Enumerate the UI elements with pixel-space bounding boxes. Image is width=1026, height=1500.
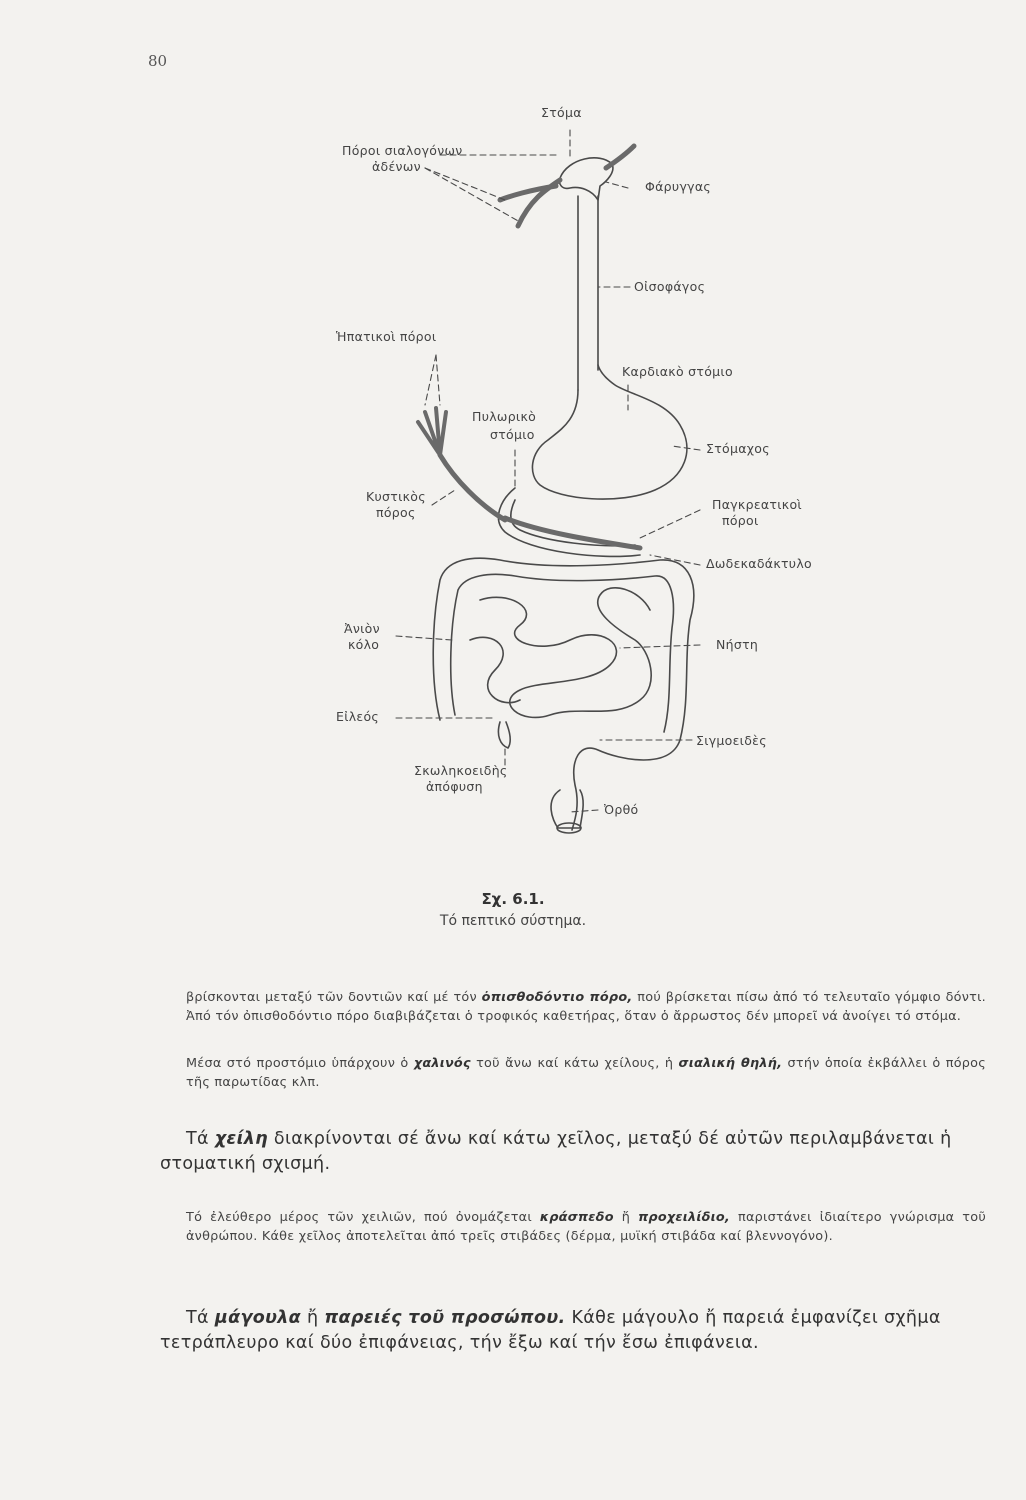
label-cystic-1: Κυστικὸς — [366, 489, 426, 504]
salivary-duct-left-2 — [500, 186, 556, 200]
label-pancreatic-2: πόροι — [722, 513, 759, 528]
label-appendix-2: ἀπόφυση — [426, 779, 483, 794]
esophagus-outline — [578, 196, 598, 390]
label-appendix-1: Σκωληκοειδὴς — [414, 763, 508, 778]
term-vermilion: κράσπεδο — [539, 1210, 614, 1225]
paragraph-1: βρίσκονται μεταξύ τῶν δοντιῶν καί μέ τόν ὀπισθοδόντιο πόρο, πού βρίσκεται πίσω ἀπό τό τελευταῖο γόμφιο δόντι. Ἀπό τόν ὀπισθοδόντιο πόρο διαβιβάζεται ὁ τροφικός καθετήρας, ὅταν ὁ ἄρρωστος δέν μπορεῖ νά ἀνοίγει τό στόμα. — [186, 990, 986, 1024]
term-cheeks: μάγουλα — [214, 1308, 302, 1328]
term-frenulum: χαλινός — [413, 1056, 471, 1071]
hepatic-ducts — [418, 408, 446, 455]
term-salivary-papilla: σιαλική θηλή, — [678, 1056, 783, 1071]
term-posterior-dental-pore: ὀπισθοδόντιο πόρο, — [481, 990, 633, 1005]
paragraph-3: Τό ἐλεύθερο μέρος τῶν χειλιῶν, πού ὀνομάζεται κράσπεδο ἤ προχειλίδιο, παριστάνει ἰδιαίτερο γνώρισμα τοῦ ἀνθρώπου. Κάθε χεῖλος ἀποτελεῖται ἀπό τρεῖς στιβάδες (δέρμα, μυϊκή στιβάδα καί βλεννογόνο). — [186, 1210, 986, 1244]
label-cystic-2: πόρος — [376, 505, 416, 520]
label-cardiac-orifice: Καρδιακὸ στόμιο — [622, 364, 733, 379]
label-salivary-ducts-1: Πόροι σιαλογόνων — [342, 143, 463, 158]
figure-caption-text: Τό πεπτικό σύστημα. — [439, 913, 587, 929]
label-stoma: Στόμα — [541, 105, 582, 120]
appendix-outline — [498, 722, 510, 748]
label-pharynx: Φάρυγγας — [645, 179, 712, 194]
label-stomach: Στόμαχος — [706, 441, 770, 456]
label-ileum: Εἰλεός — [336, 709, 380, 724]
label-salivary-ducts-2: ἀδένων — [372, 159, 421, 174]
paragraph-2: Μέσα στό προστόμιο ὑπάρχουν ὁ χαλινός τοῦ ἄνω καί κάτω χείλους, ἡ σιαλική θηλή, στήν ὁποία ἐκβάλλει ὁ πόρος τῆς παρωτίδας κλπ. — [186, 1056, 986, 1090]
paragraph-lips: Τά χείλη διακρίνονται σέ ἄνω καί κάτω χεῖλος, μεταξύ δέ αὐτῶν περιλαμβάνεται ἡ στοματική σχισμή. — [160, 1129, 952, 1174]
label-hepatic-ducts: Ἡπατικοὶ πόροι — [336, 329, 437, 344]
label-sigmoid: Σιγμοειδὲς — [696, 733, 767, 748]
stomach-outline — [532, 365, 686, 499]
label-rectum: Ὀρθό — [604, 802, 639, 817]
cystic-duct — [440, 455, 505, 520]
label-pancreatic-1: Παγκρεατικοὶ — [712, 497, 802, 512]
label-duodenum: Δωδεκαδάκτυλο — [706, 556, 812, 571]
label-pyloric-2: στόμιο — [490, 427, 535, 442]
paragraph-cheeks: Τά μάγουλα ἤ παρειές τοῦ προσώπου. Κάθε μάγουλο ἤ παρειά ἐμφανίζει σχῆμα τετράπλευρο καί δύο ἐπιφάνειας, τήν ἔξω καί τήν ἔσω ἐπιφάνεια. — [160, 1308, 941, 1353]
label-ascending-colon-1: Ἀνιὸν — [344, 621, 380, 636]
term-procheilidion: προχειλίδιο, — [638, 1210, 731, 1225]
term-face-cheeks: παρειές τοῦ προσώπου. — [324, 1308, 566, 1328]
label-esophagus: Οἰσοφάγος — [634, 279, 706, 294]
page-number: 80 — [148, 52, 168, 70]
label-jejunum: Νήστη — [716, 637, 759, 652]
figure-caption-number: Σχ. 6.1. — [481, 890, 545, 908]
small-intestine — [470, 588, 651, 718]
pharynx-outline — [559, 158, 612, 200]
salivary-duct-right — [606, 146, 634, 168]
label-ascending-colon-2: κόλο — [348, 637, 380, 652]
term-lips: χείλη — [214, 1129, 268, 1149]
label-pyloric-1: Πυλωρικὸ — [472, 409, 537, 424]
